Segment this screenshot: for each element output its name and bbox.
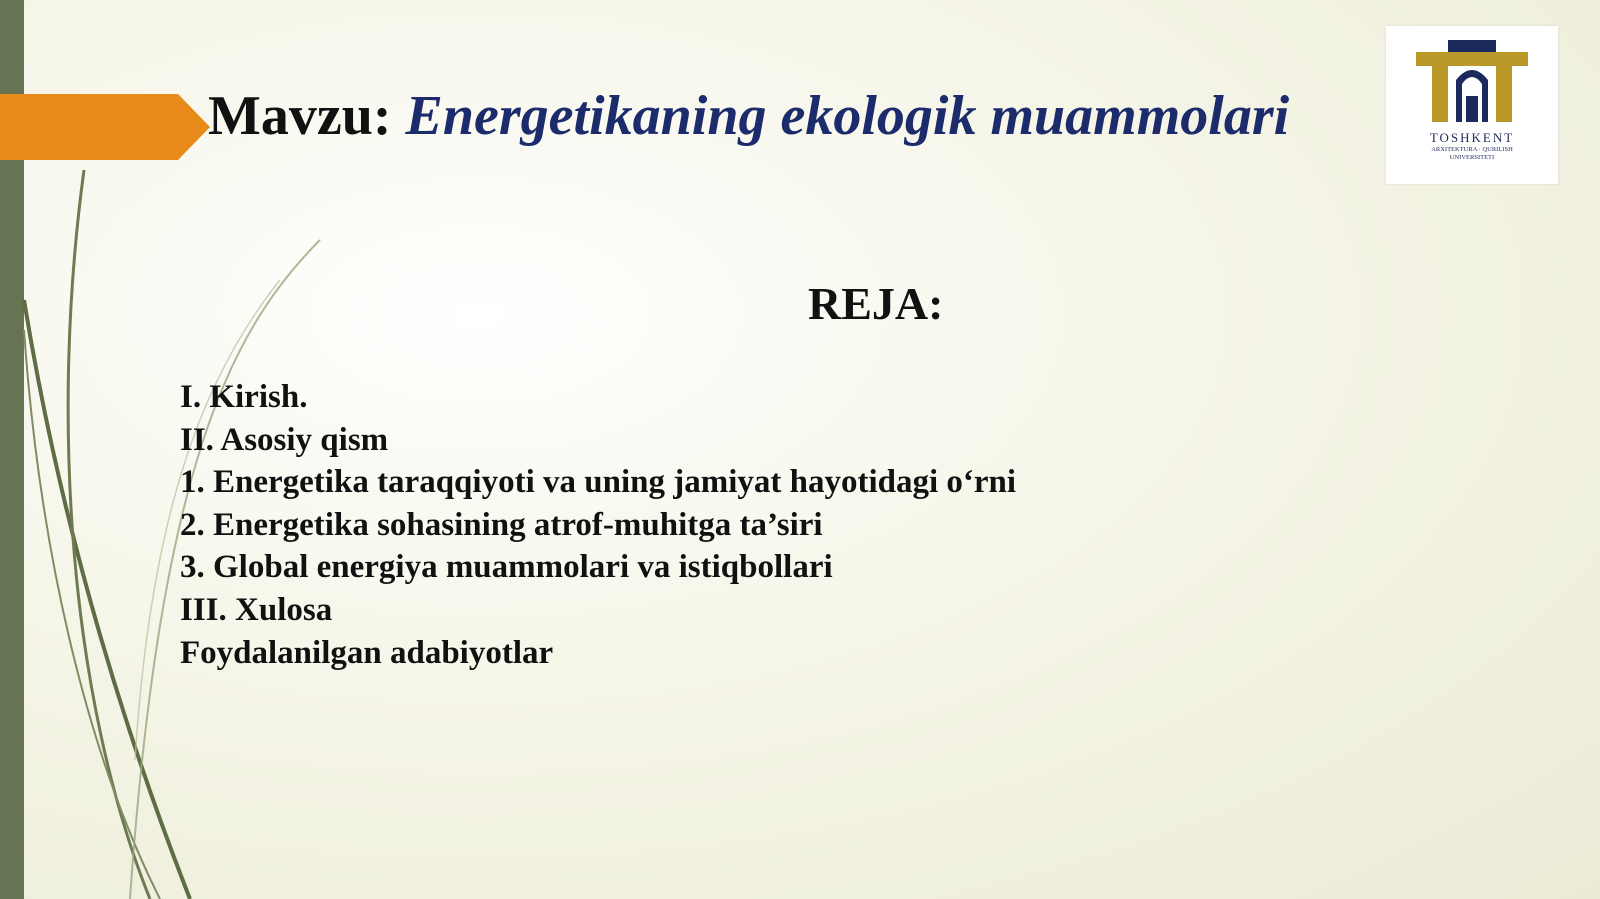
plan-item: I. Kirish. bbox=[180, 379, 308, 415]
logo-city-text: TOSHKENT bbox=[1429, 130, 1515, 145]
plan-heading: REJA: bbox=[808, 278, 944, 329]
plan-item: 2. Energetika sohasining atrof-muhitga ta’siri bbox=[180, 506, 823, 543]
logo-subtitle-line1: ARXITEKTURA · QURILISH bbox=[1431, 146, 1513, 153]
university-logo bbox=[1386, 26, 1558, 184]
plan-item: 3. Global energiya muammolari va istiqbollari bbox=[180, 549, 833, 586]
plan-item: 1. Energetika taraqqiyoti va uning jamiyat hayotidagi o‘rni bbox=[180, 464, 1017, 501]
title-arrow-shape bbox=[0, 94, 210, 160]
plan-list bbox=[180, 376, 1016, 674]
plan-item: II. Asosiy qism bbox=[180, 421, 389, 458]
slide-title bbox=[208, 80, 1289, 152]
plan-item: III. Xulosa bbox=[180, 591, 333, 628]
title-topic: Energetikaning ekologik muammolari bbox=[405, 85, 1290, 147]
university-emblem-icon bbox=[1408, 40, 1536, 132]
logo-subtitle bbox=[1386, 146, 1558, 162]
title-prefix: Mavzu: bbox=[208, 85, 392, 147]
logo-subtitle-line2: UNIVERSITETI bbox=[1449, 154, 1495, 161]
plan-item: Foydalanilgan adabiyotlar bbox=[180, 634, 554, 671]
